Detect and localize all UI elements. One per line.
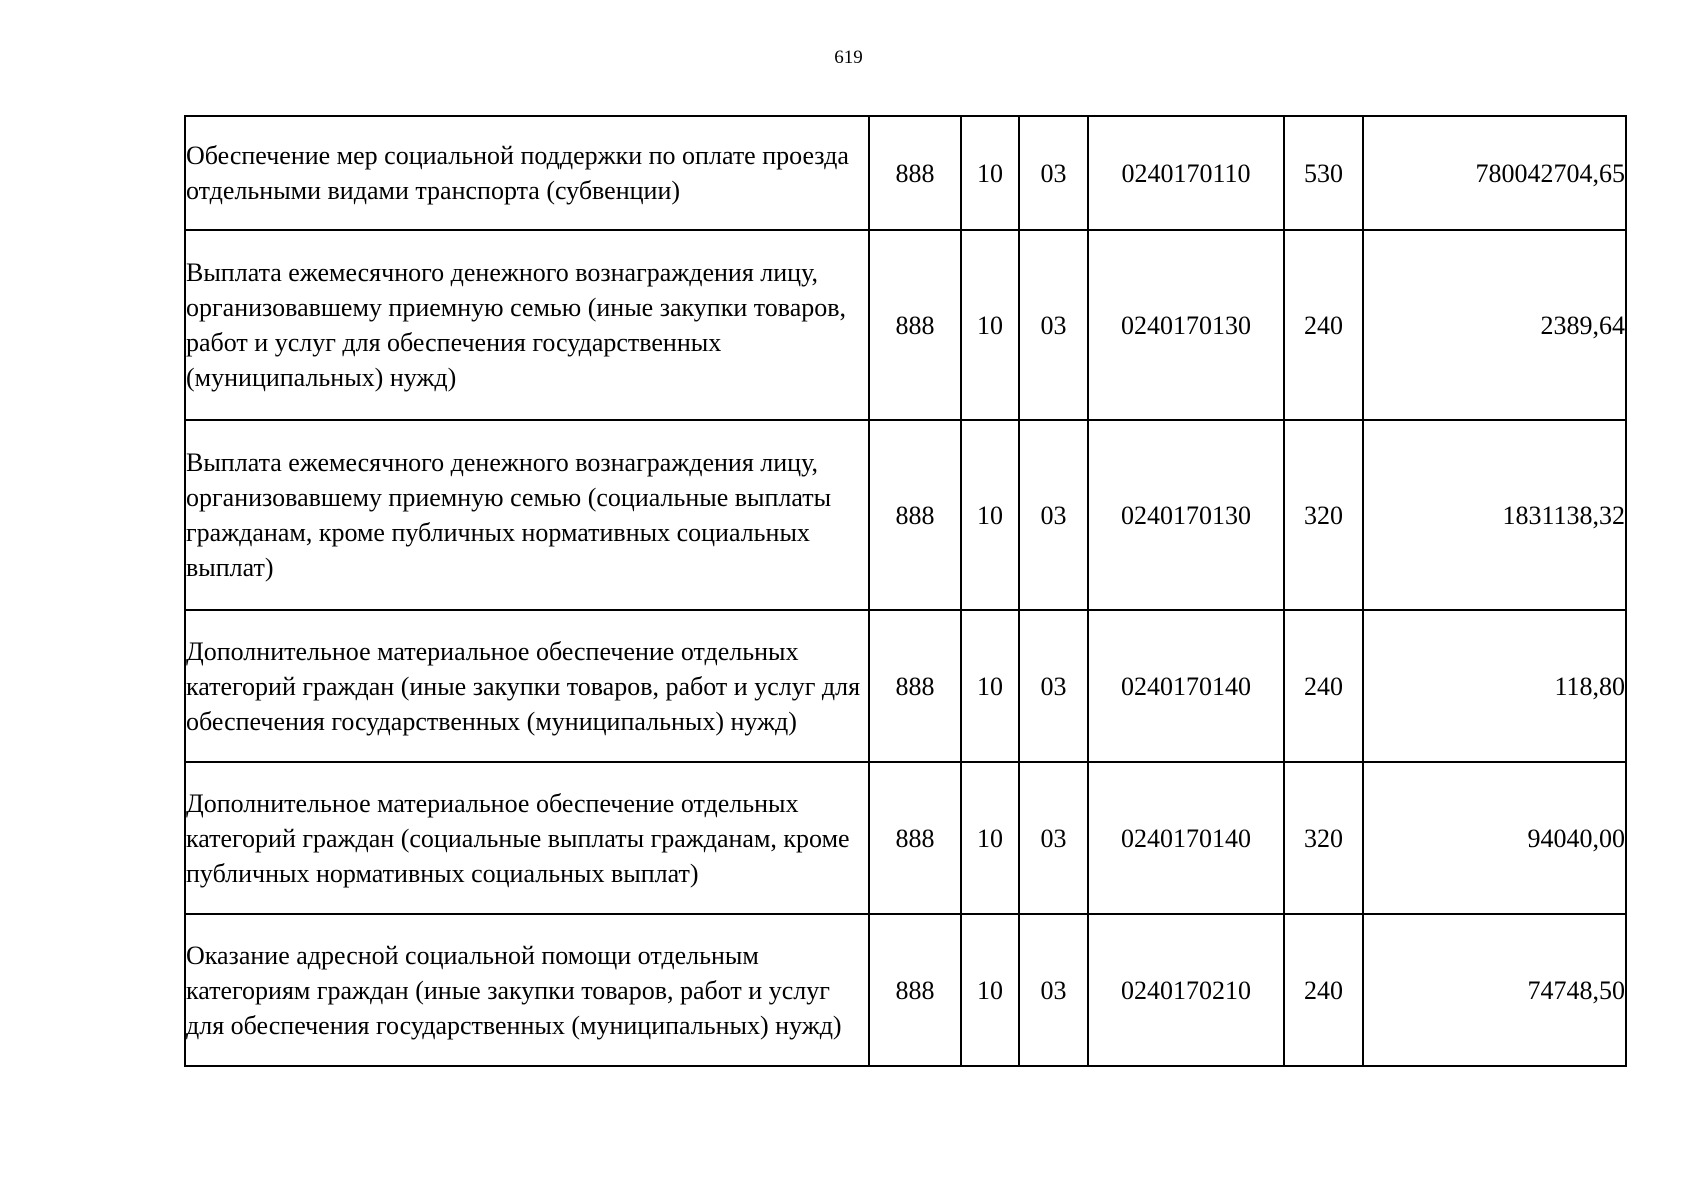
budget-table (184, 115, 1627, 1067)
table-row (185, 610, 1626, 762)
amount-cell: 2389,64 (1363, 230, 1626, 420)
expense-name-cell: Обеспечение мер социальной поддержки по оплате проезда отдельными видами транспорта (субвенции) (185, 116, 869, 230)
section-code-cell: 10 (961, 610, 1019, 762)
expense-type-cell: 320 (1284, 762, 1363, 914)
expense-name-cell: Дополнительное материальное обеспечение отдельных категорий граждан (социальные выплаты гражданам, кроме публичных нормативных социальных выплат) (185, 762, 869, 914)
table-row (185, 230, 1626, 420)
target-article-cell: 0240170140 (1088, 610, 1284, 762)
subsection-code-cell: 03 (1019, 914, 1088, 1066)
table-row (185, 420, 1626, 610)
table-row (185, 762, 1626, 914)
subsection-code-cell: 03 (1019, 762, 1088, 914)
ministry-code-cell: 888 (869, 762, 961, 914)
amount-cell: 94040,00 (1363, 762, 1626, 914)
section-code-cell: 10 (961, 762, 1019, 914)
subsection-code-cell: 03 (1019, 116, 1088, 230)
section-code-cell: 10 (961, 230, 1019, 420)
target-article-cell: 0240170130 (1088, 420, 1284, 610)
ministry-code-cell: 888 (869, 420, 961, 610)
expense-type-cell: 530 (1284, 116, 1363, 230)
subsection-code-cell: 03 (1019, 420, 1088, 610)
amount-cell: 118,80 (1363, 610, 1626, 762)
expense-type-cell: 320 (1284, 420, 1363, 610)
expense-type-cell: 240 (1284, 914, 1363, 1066)
table-row (185, 914, 1626, 1066)
amount-cell: 1831138,32 (1363, 420, 1626, 610)
expense-name-cell: Выплата ежемесячного денежного вознаграждения лицу, организовавшему приемную семью (социальные выплаты гражданам, кроме публичных нормативных социальных выплат) (185, 420, 869, 610)
section-code-cell: 10 (961, 914, 1019, 1066)
expense-name-cell: Оказание адресной социальной помощи отдельным категориям граждан (иные закупки товаров, работ и услуг для обеспечения государственных (муниципальных) нужд) (185, 914, 869, 1066)
target-article-cell: 0240170130 (1088, 230, 1284, 420)
target-article-cell: 0240170110 (1088, 116, 1284, 230)
target-article-cell: 0240170210 (1088, 914, 1284, 1066)
target-article-cell: 0240170140 (1088, 762, 1284, 914)
expense-name-cell: Выплата ежемесячного денежного вознаграждения лицу, организовавшему приемную семью (иные закупки товаров, работ и услуг для обеспечения государственных (муниципальных) нужд) (185, 230, 869, 420)
amount-cell: 74748,50 (1363, 914, 1626, 1066)
expense-name-cell: Дополнительное материальное обеспечение отдельных категорий граждан (иные закупки товаров, работ и услуг для обеспечения государственных (муниципальных) нужд) (185, 610, 869, 762)
amount-cell: 780042704,65 (1363, 116, 1626, 230)
subsection-code-cell: 03 (1019, 230, 1088, 420)
ministry-code-cell: 888 (869, 230, 961, 420)
ministry-code-cell: 888 (869, 610, 961, 762)
section-code-cell: 10 (961, 420, 1019, 610)
ministry-code-cell: 888 (869, 116, 961, 230)
expense-type-cell: 240 (1284, 230, 1363, 420)
expense-type-cell: 240 (1284, 610, 1363, 762)
subsection-code-cell: 03 (1019, 610, 1088, 762)
section-code-cell: 10 (961, 116, 1019, 230)
ministry-code-cell: 888 (869, 914, 961, 1066)
page-number: 619 (834, 47, 863, 68)
table-row (185, 116, 1626, 230)
